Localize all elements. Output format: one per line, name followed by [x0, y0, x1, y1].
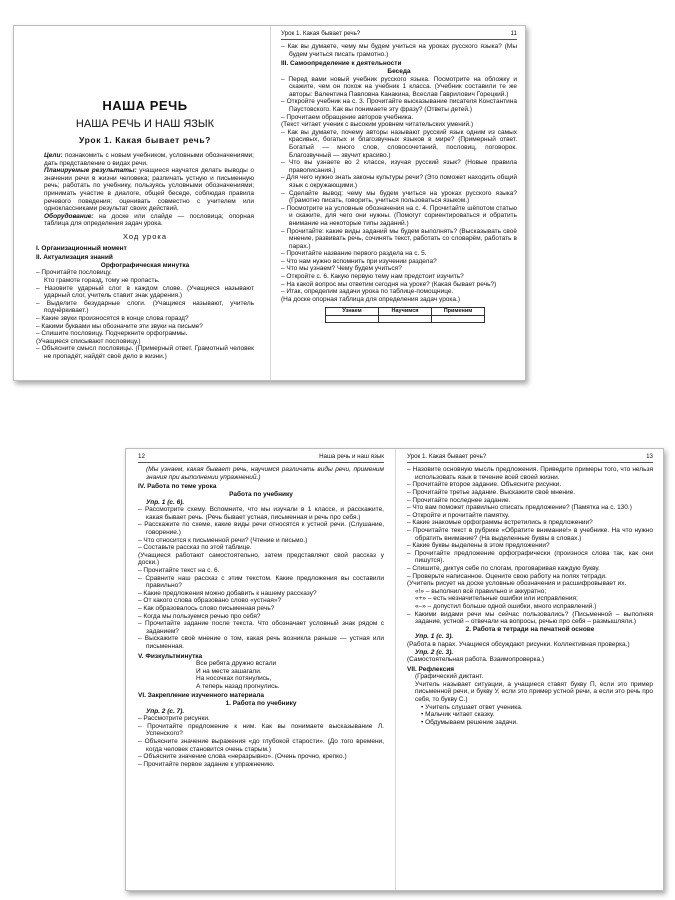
section-heading: I. Организационный момент — [36, 244, 127, 252]
text-line: (Работа в парах. Учащиеся обсуждают рисунки. Коллективная проверка.) — [407, 640, 630, 648]
text-line: – Как вы думаете, чему мы будем учиться на уроках русского языка? (Мы будем учиться писать грамотно.) — [281, 43, 517, 58]
text-block — [138, 466, 384, 768]
subheading: 2. Работа в тетради на печатной основе — [465, 625, 595, 633]
text-line: А теперь назад прогнулись. — [196, 682, 280, 690]
text-line: (Графический диктант. — [415, 673, 484, 681]
text-line: – Какие знакомые орфограммы встретились в предложении? — [407, 519, 593, 527]
text-line: – Какими видами речи мы сейчас пользовались? (Письменной – выполняя задание, устной – отвечали на вопросы, речью про себя – размышляли.) — [407, 610, 653, 626]
page-10 — [14, 26, 270, 380]
text-line: «+» – есть незначительные ошибки или исправления; — [415, 595, 578, 603]
page-number: 12 — [138, 453, 145, 460]
text-line: – Как вы думаете, почему авторы называют русский язык одним из самых красивых, богатых и благозвучных языков в мире? (Примерный ответ. Богатый — много слов, словосочетаний, пословиц, поговорок. Благозвучный — звучит красиво.) — [281, 128, 517, 159]
bottom-book-spread — [125, 448, 664, 891]
text-line: – Прочитайте второе задание. Объясните рисунки. — [407, 481, 562, 489]
text-line: Упр. 2 (с. 3). — [415, 648, 454, 656]
text-line: (На доске опорная таблица для определения задач урока.) — [281, 295, 460, 303]
text-line: – Прочитайте: какие виды заданий мы будем выполнять? (Высказывать своё мнение, развивать речь, сочинять текст, работать со словарём, работать в парах.) — [281, 227, 517, 250]
text-line: – Сделайте вывод: чему мы будем учиться на уроках русского языка? (Грамотно писать, говорить, учиться пользоваться языком.) — [281, 189, 517, 205]
text-line: Упр. 2 (с. 7). — [146, 707, 185, 715]
text-line: Все ребята дружно встали — [196, 660, 277, 668]
page-13 — [395, 449, 663, 890]
text-line: – Что мы узнаем? Чему будем учиться? — [281, 265, 402, 273]
chapter-title: НАША РЕЧЬ И НАШ ЯЗЫК — [75, 118, 215, 131]
table-header: Узнаем — [326, 308, 379, 315]
text-line: – Прочитайте предложение орфографически (произнося слова так, как они пишутся). — [407, 549, 653, 565]
text-line: – Объясните значение слова «неразрывно». (Очень прочно, крепко.) — [138, 753, 347, 761]
text-line: • Мальчик читает сказку. — [421, 711, 495, 719]
text-line: – Что нам нужно вспомнить при изучении раздела? — [281, 257, 437, 265]
text-line: (Учащиеся списывают пословицу.) — [36, 337, 141, 345]
text-line: – Что вы узнаете во 2 классе, изучая русский язык? (Новые правила правописания.) — [281, 159, 517, 174]
text-line: – Перед вами новый учебник русского языка. Посмотрите на обложку и скажите, чем он похож на учебник 1 класса. (Учебник составили те же авторы: Валентина Павловна Канакина, Всеслав Гаврилович Горецкий.) — [281, 75, 517, 98]
text-line: • Учитель слушает ответ ученика. — [421, 703, 523, 711]
text-line: (Текст читает ученик с высоким уровнем читательских умений.) — [281, 121, 474, 129]
section-heading: V. Физкультминутка — [138, 652, 203, 660]
text-line: – Расскажите по схеме, какие виды речи относятся к устной речи. (Слушание, говорение.) — [138, 521, 384, 536]
text-block — [407, 466, 653, 726]
text-line: – Сравните наш рассказ с этим текстом. Какие предложения вы составили правильно? — [138, 574, 384, 590]
text-line: (Учитель рисует на доске условные обозначения и расшифровывает их. — [407, 580, 627, 588]
page-number: 13 — [646, 453, 653, 460]
text-line: Упр. 1 (с. 3). — [415, 633, 454, 641]
text-line: – Для чего нужно знать законы культуры речи? (Это поможет находить общий язык с окружающими.) — [281, 174, 517, 189]
subheading: Беседа — [387, 68, 411, 76]
text-line: – Прочитайте название первого раздела на с. 5. — [281, 250, 427, 258]
text-line: – Что относится к письменной речи? (Чтение и письмо.) — [138, 536, 308, 544]
table-header: Научимся — [379, 308, 432, 315]
text-line: – Составьте рассказ по этой таблице. — [138, 544, 252, 552]
section-heading: III. Самоопределение к деятельности — [281, 60, 402, 68]
running-header — [407, 453, 653, 463]
equipment: Оборудование: на доске или слайде — пословица; опорная таблица для определения задач урока. — [44, 212, 254, 228]
text-line: – Прочитайте текст в рубрике «Обратите внимание!» в учебнике. На что нужно обратить внимание? (На выделенные буквы в словах.) — [407, 527, 653, 542]
text-line: – Прочитайте первое задание к упражнению. — [138, 760, 275, 768]
section-heading: II. Актуализация знаний — [36, 254, 113, 262]
page-number: 11 — [510, 30, 517, 37]
text-line: «–» – допустил больше одной ошибки, много исправлений.) — [415, 602, 597, 610]
page-11 — [271, 26, 525, 380]
subheading: 1. Работа по учебнику — [225, 700, 297, 708]
text-line: – Объясните смысл пословицы. (Примерный ответ. Грамотный человек не пропадёт, найдёт своё дело в жизни.) — [36, 345, 254, 361]
text-line: – Откройте с. 6. Какую первую тему нам предстоит изучить? — [281, 273, 464, 281]
text-line: – Выскажите своё мнение о том, какая речь возникла раньше — устная или письменная. — [138, 635, 384, 650]
text-line: – Итак, определим задачи урока по таблице-помощнице. — [281, 288, 454, 296]
lesson-title: Урок 1. Какая бывает речь? — [79, 135, 211, 146]
table-cell — [379, 315, 432, 322]
text-line: И на месте зашагали. — [196, 667, 262, 675]
section-heading: IV. Работа по теме урока — [138, 483, 217, 491]
planned-results: Планируемые результаты: учащиеся научатся делать выводы о значении речи в жизни человека; различать устную и письменную речь; работать по учебнику, пользуясь условными обозначениями; принимать участие в диалоге, общей беседе, соблюдая правила речевого поведения; оценивать совместно с учителем или одноклассниками результат своих действий. — [44, 167, 254, 213]
subheading: Работа по учебнику — [229, 491, 293, 499]
page-12 — [126, 449, 394, 890]
text-line: – На какой вопрос мы ответим сегодня на уроке? (Какая бывает речь?) — [281, 280, 497, 288]
table-header: Применим — [432, 308, 485, 315]
text-line: – От какого слова образовано слово «устная»? — [138, 597, 282, 605]
subheading: Орфографическая минутка — [100, 261, 190, 269]
text-line: – Прочитайте задание после текста. Что обозначает условный знак рядом с заданием? — [138, 620, 384, 635]
text-line: – Прочитайте третье задание. Выскажите своё мнение. — [407, 489, 576, 497]
running-header — [138, 453, 384, 463]
text-line: – Прочитайте пословицу. — [36, 269, 112, 277]
text-line: Учитель называет ситуации, а учащиеся ставят букву П, если это пример письменной речи, и букву У, если это пример устной речи, а если это речь про себя, то букву С.) — [415, 680, 653, 704]
running-header — [281, 30, 517, 40]
text-line: – Рассмотрите схему. Вспомните, что мы изучали в 1 классе, и расскажите, какая бывает речь. (Речь бывает устная, письменная и речь про себя.) — [138, 506, 384, 521]
text-block — [281, 43, 517, 303]
section-title: НАША РЕЧЬ — [102, 98, 188, 113]
text-line: «!» – выполнил всё правильно и аккуратно; — [415, 587, 547, 595]
goals: Цели: познакомить с новым учебником, условными обозначениями; дать представление о видах речи. — [44, 152, 254, 167]
text-line: – Как образовалось слово письменная речь? — [138, 604, 275, 612]
text-line: На носочках потянулись, — [196, 675, 272, 683]
text-line: – Объясните значение выражения «до глубокой старости». (До того времени, когда человек становится очень старым.) — [138, 738, 384, 753]
header-title: Урок 1. Какая бывает речь? — [407, 453, 487, 460]
text-line: – Прочитайте предложение к ним. Как вы понимаете высказывание Л. Успенского? — [138, 722, 384, 738]
text-line: – Какие звуки произносятся в конце слова горазд? — [36, 315, 189, 323]
text-line: – Назовите ударный слог в каждом слове. (Учащиеся называют ударный слог, учитель ставит знак ударения.) — [36, 284, 254, 300]
lesson-goals-table — [325, 307, 485, 322]
text-line: – Какие буквы выделены в этом предложении? — [407, 542, 550, 550]
text-line: – Что вам поможет правильно списать предложение? (Памятка на с. 130.) — [407, 504, 632, 512]
text-line: – Когда мы пользуемся речью про себя? — [138, 612, 261, 620]
text-line: – Откройте учебник на с. 3. Прочитайте высказывание писателя Константина Паустовского. Как вы понимаете эту фразу? (Ответы детей.) — [281, 98, 517, 113]
text-line: – Откройте и прочитайте памятку. — [407, 511, 510, 519]
text-line: – Какими буквами мы обозначите эти звуки на письме? — [36, 322, 203, 330]
text-line: – Какие предложения можно добавить к нашему рассказу? — [138, 589, 317, 597]
text-line: • Обдумываем решение задачи. — [421, 718, 518, 726]
header-title: Урок 1. Какая бывает речь? — [281, 30, 361, 37]
text-line: – Спишите пословицу. Подчеркните орфограммы. — [36, 330, 188, 338]
section-heading: VI. Закрепление изученного материала — [138, 692, 264, 700]
text-line: – Рассмотрите рисунки. — [138, 715, 210, 723]
text-line: – Прочитайте последнее задание. — [407, 496, 511, 504]
text-line: (Учащиеся работают самостоятельно, затем представляют свой рассказ у доски.) — [138, 551, 384, 567]
text-line: – Выделите безударные слоги. (Учащиеся называют, учитель подчёркивает.) — [36, 299, 254, 315]
text-line: – Спишите, диктуя себе по слогам, проговаривая каждую букву. — [407, 564, 600, 572]
header-title: Наша речь и наш язык — [319, 453, 384, 460]
text-line: – Посмотрите на условные обозначения на с. 4. Прочитайте шёпотом статью и скажите, для чего они нужны. (Помогут сориентироваться и обратить внимание на некоторые типы заданий.) — [281, 204, 517, 227]
text-line: (Самостоятельная работа. Взаимопроверка.) — [407, 656, 545, 664]
text-line: – Назовите основную мысль предложения. Приведите примеры того, что нельзя использовать язык в течение всей своей жизни. — [407, 466, 653, 481]
text-line: Упр. 1 (с. 6). — [146, 498, 185, 506]
top-book-spread — [13, 25, 526, 381]
section-heading: VII. Рефлексия — [407, 665, 455, 673]
text-line: – Прочитайте текст на с. 6. — [138, 566, 220, 574]
text-line: (Мы узнаем, какая бывает речь, научимся различать виды речи, применим знания при выполнении упражнений.) — [146, 466, 384, 481]
text-line: Кто грамоте горазд, тому не пропасть. — [44, 277, 160, 285]
table-cell — [326, 315, 379, 322]
text-line: – Проверьте написанное. Оцените свою работу на полях тетради. — [407, 572, 607, 580]
text-block — [36, 245, 254, 361]
lesson-course-heading: Ход урока — [122, 231, 167, 241]
text-line: – Прочитаем обращение авторов учебника. — [281, 113, 414, 121]
table-cell — [432, 315, 485, 322]
